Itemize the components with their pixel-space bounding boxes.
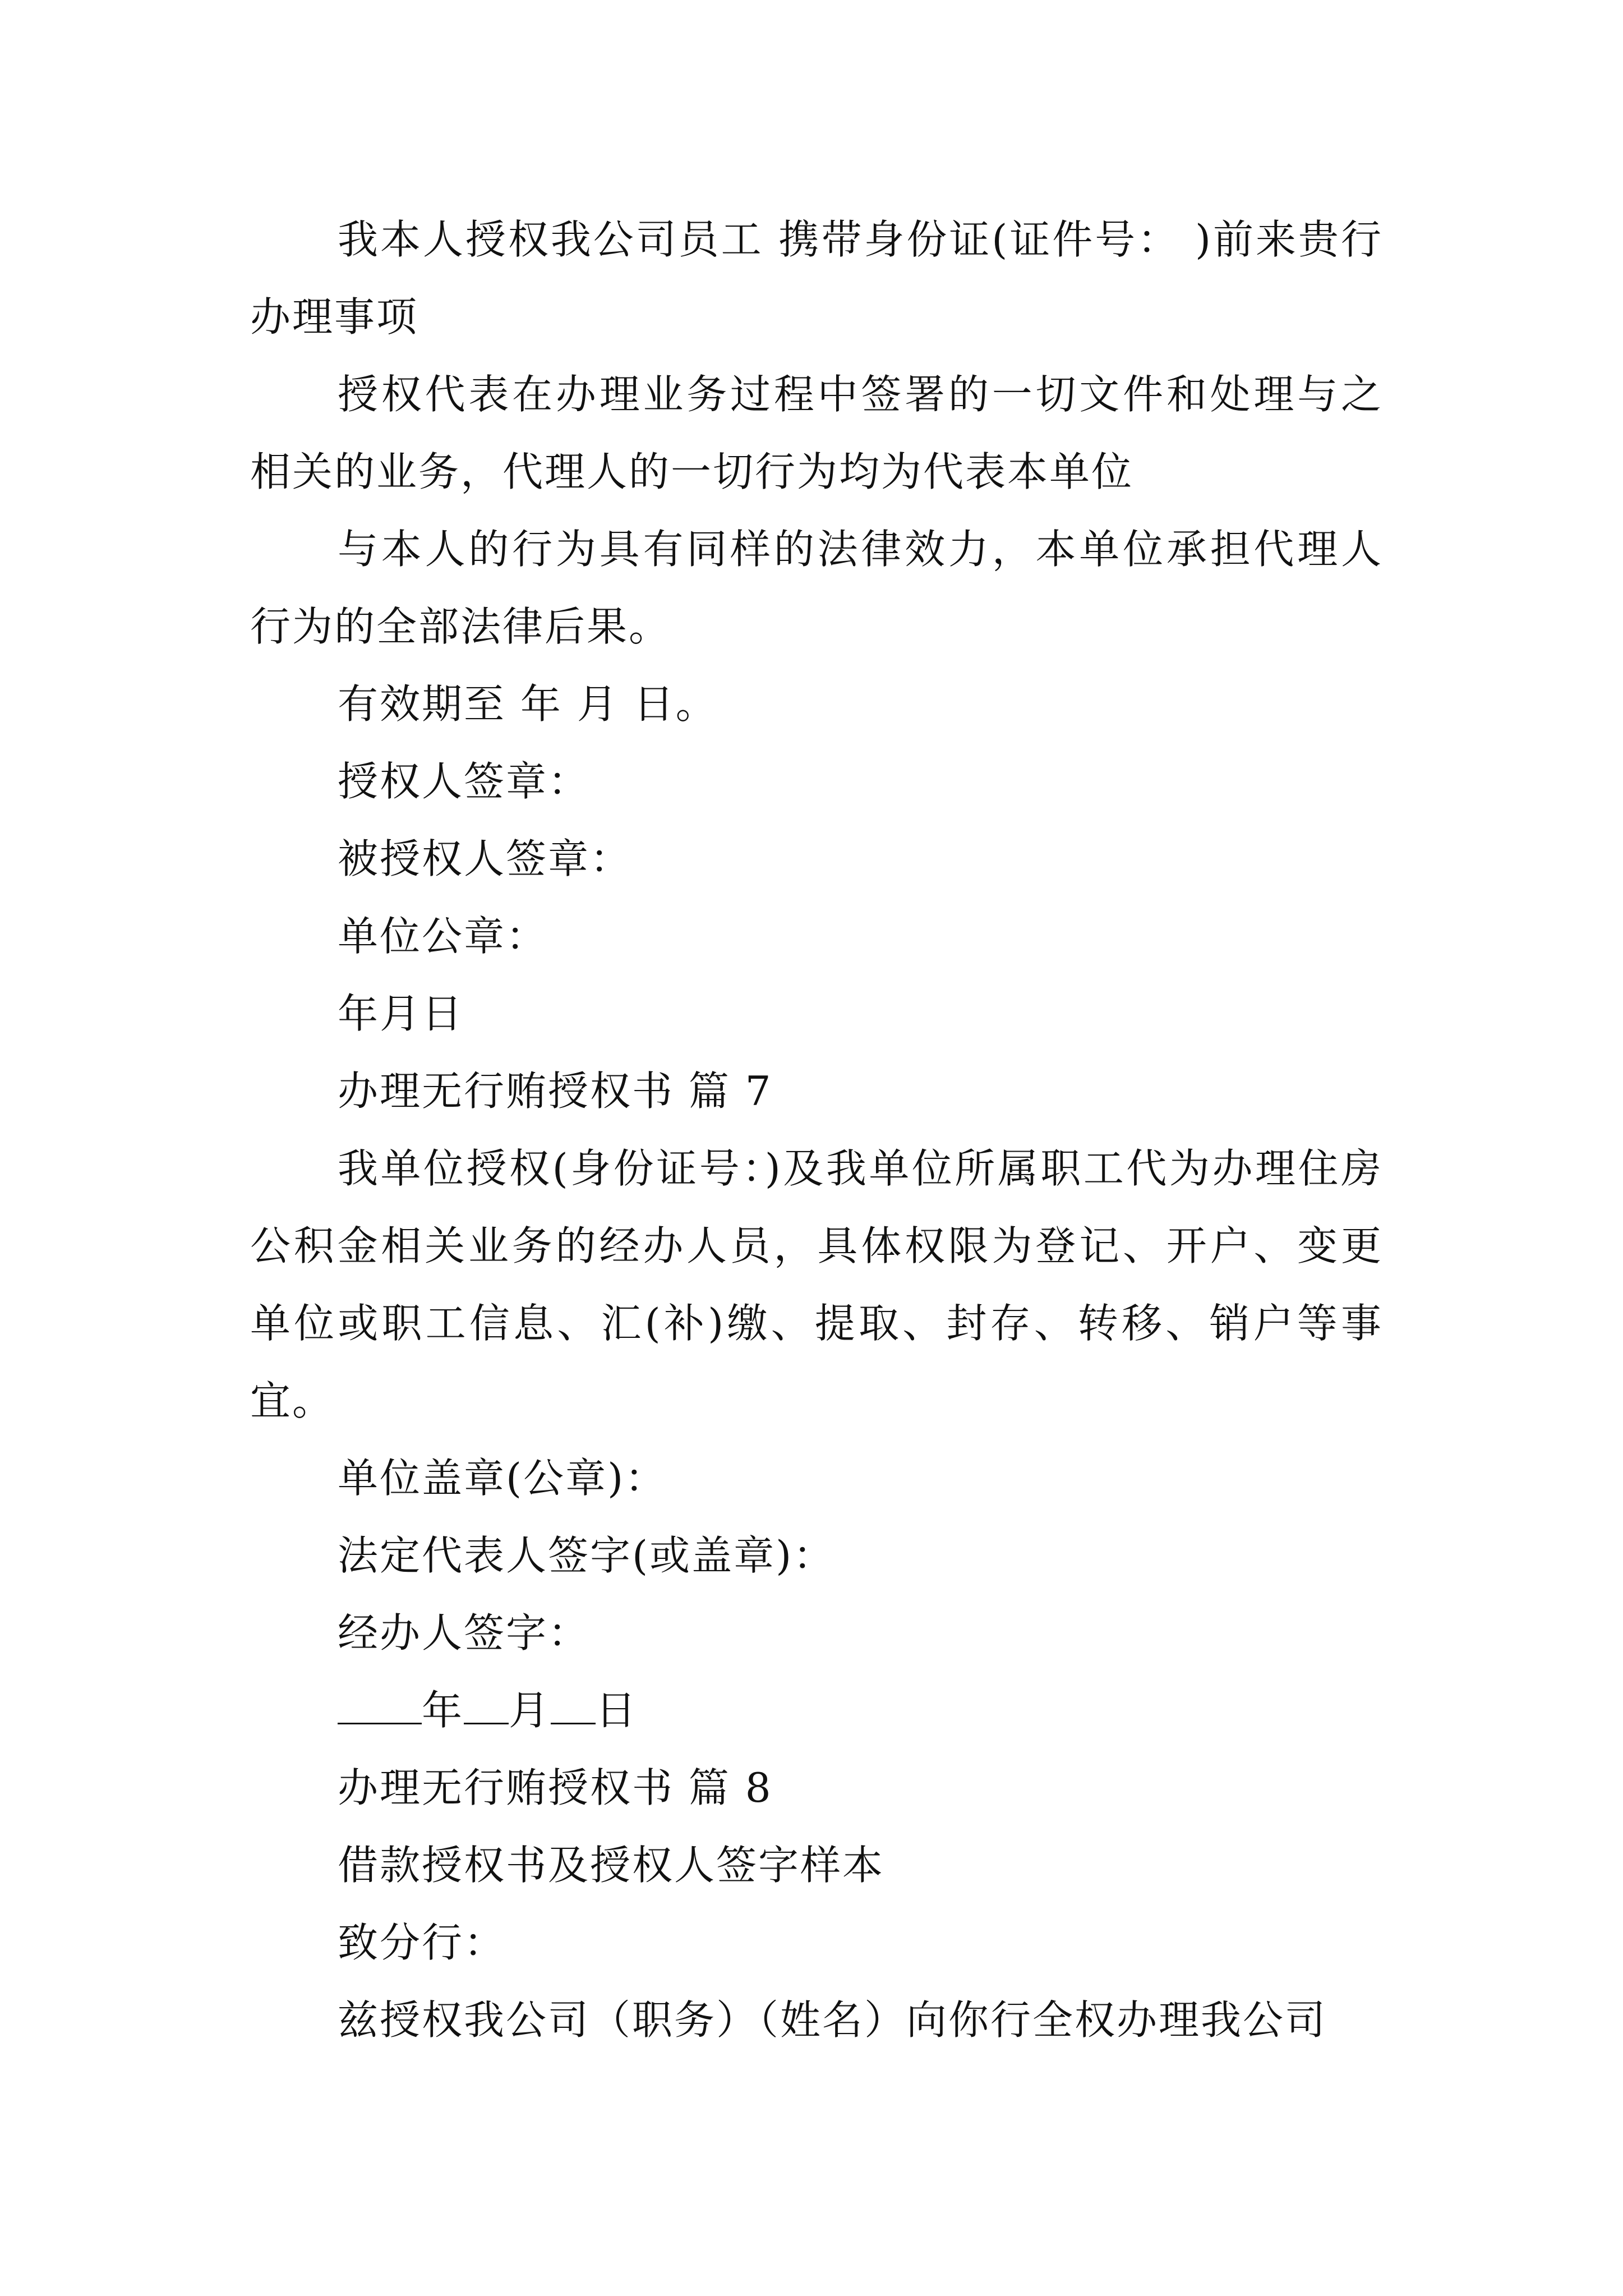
paragraph-validity-period: 有效期至 年 月 日。 xyxy=(338,680,718,728)
paragraph-representative-scope: 授权代表在办理业务过程中签署的一切文件和处理与之相关的业务，代理人的一切行为均为代表本单位 xyxy=(250,371,1383,495)
month-blank xyxy=(464,1690,509,1724)
addressee-line: 致分行： xyxy=(338,1919,506,1966)
date-line: 年月日 xyxy=(338,990,464,1037)
blank-date-line xyxy=(250,1672,1383,1749)
paragraph-loan-authorization: 兹授权我公司（职务）（姓名）向你行全权办理我公司 xyxy=(338,1996,1327,2044)
handler-signature-line: 经办人签字： xyxy=(338,1609,591,1657)
day-blank xyxy=(551,1690,596,1724)
year-blank xyxy=(338,1690,422,1724)
document-body xyxy=(250,201,1383,2059)
paragraph-housing-fund-authorization: 我单位授权(身份证号：)及我单位所属职工代为办理住房公积金相关业务的经办人员，具体权限为登记、开户、变更单位或职工信息、汇(补)缴、提取、封存、转移、销户等事宜。 xyxy=(250,1145,1383,1424)
paragraph-authorization-intro: 我本人授权我公司员工 携带身份证(证件号： )前来贵行办理事项 xyxy=(250,216,1383,341)
unit-stamp-line: 单位盖章(公章)： xyxy=(338,1455,667,1502)
day-label: 日 xyxy=(596,1687,638,1734)
authorizer-signature-line: 授权人签章： xyxy=(338,758,591,805)
year-label: 年 xyxy=(422,1687,464,1734)
section-heading-7: 办理无行贿授权书 篇 7 xyxy=(338,1068,773,1115)
unit-seal-line: 单位公章： xyxy=(338,913,548,960)
month-label: 月 xyxy=(509,1687,551,1734)
loan-authorization-title: 借款授权书及授权人签字样本 xyxy=(338,1842,885,1889)
authorized-person-signature-line: 被授权人签章： xyxy=(338,835,633,882)
paragraph-legal-effect: 与本人的行为具有同样的法律效力，本单位承担代理人行为的全部法律后果。 xyxy=(250,526,1383,650)
section-heading-8: 办理无行贿授权书 篇 8 xyxy=(338,1764,773,1811)
legal-representative-signature-line: 法定代表人签字(或盖章)： xyxy=(338,1532,836,1579)
